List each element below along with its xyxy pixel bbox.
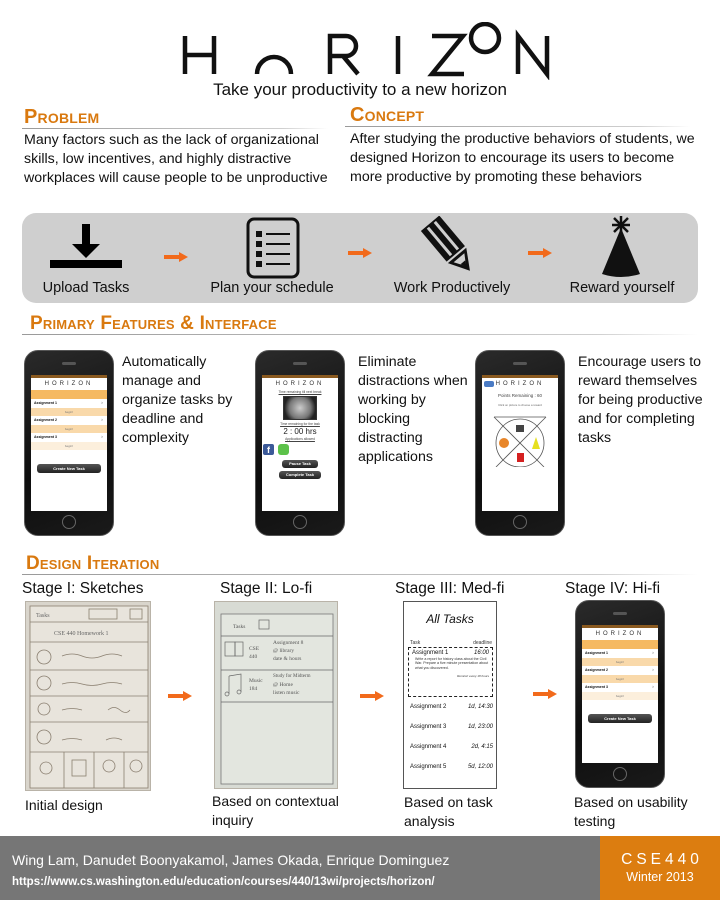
- home-button: [62, 515, 76, 529]
- concept-text: After studying the productive behaviors of students, we designed Horizon to encourage its users to become more productive by promoting these behaviors: [350, 131, 695, 185]
- arrow-right-icon: [164, 252, 188, 262]
- stage-1-caption: Initial design: [25, 797, 103, 813]
- feature-text-organize: Automatically manage and organize tasks by deadline and complexity: [122, 354, 233, 446]
- svg-text:Music: Music: [249, 678, 263, 684]
- timer-value: 2 : 00 hrs: [283, 427, 317, 436]
- stage-4-title: Stage IV: Hi-fi: [565, 580, 661, 597]
- lofi-image: [214, 601, 338, 789]
- phone-hifi: [575, 600, 665, 788]
- pause-task-button[interactable]: Pause Task: [282, 460, 318, 468]
- design-heading: Design Iteration: [26, 553, 160, 574]
- features-rule: [22, 334, 698, 335]
- problem-rule: [22, 128, 328, 129]
- messages-icon[interactable]: [278, 444, 289, 455]
- svg-text:Tasks: Tasks: [36, 613, 50, 619]
- task-row[interactable]: Assignment 4 2d, 4:15: [410, 744, 493, 750]
- task-row[interactable]: Assignment 3 >: [31, 433, 107, 442]
- task-row[interactable]: Assignment 1 >: [582, 649, 658, 658]
- points-remaining: Points Remaining : 60: [497, 393, 543, 398]
- concept-heading: Concept: [350, 104, 425, 126]
- complete-task-button[interactable]: Complete Task: [279, 471, 321, 479]
- tagline: Take your productivity to a new horizon: [213, 80, 507, 99]
- project-url[interactable]: https://www.cs.washington.edu/education/courses/440/13wi/projects/horizon/: [12, 876, 435, 888]
- svg-text:CSE 440 Homework 1: CSE 440 Homework 1: [54, 631, 109, 637]
- design-rule: [22, 574, 698, 575]
- task-row[interactable]: Assignment 5 5d, 12:00: [410, 764, 493, 770]
- expanded-task[interactable]: Assignment 1 16:00 Write a report for history class about the Civil War. Prepare a five minute presentation about what you discovered. Remind: every 18 hours: [408, 647, 493, 697]
- course-term: Winter 2013: [626, 870, 694, 884]
- stage-2-title: Stage II: Lo-fi: [220, 580, 313, 597]
- svg-text:date & hours: date & hours: [273, 656, 302, 662]
- svg-text:184: 184: [249, 686, 258, 692]
- step-work-productively: Work Productively: [393, 280, 511, 296]
- phone-screen: HORIZON Assignment 1 > begin! Assignment 2 > begin! Assignment 3 > begin! Create New Task: [582, 625, 658, 763]
- facebook-icon[interactable]: f: [263, 444, 274, 455]
- pencil-icon: [418, 216, 482, 278]
- arrow-right-icon: [533, 689, 557, 699]
- concept-rule: [345, 126, 690, 127]
- phone-rewards: [475, 350, 565, 536]
- stage-2-caption: Based on contextual inquiry: [212, 793, 339, 828]
- task-row[interactable]: Assignment 3 1d, 23:00: [410, 724, 493, 730]
- feature-text-rewards: Encourage users to reward themselves for being productive and for completing tasks: [578, 354, 703, 446]
- reward-wheel[interactable]: [492, 413, 548, 467]
- task-row[interactable]: Assignment 2 >: [31, 416, 107, 425]
- medfi-mockup: All Tasks Task deadline Assignment 1 16:00 Write a report for history class about the Civil War. Prepare a five minute presentation about what you discovered. Remind: every 18 hours Assignment 2 1d, 14:30 Assignment 3 1d, 23:00 Assignment 4 2d, 4:15 Assignment 5 5d, 12:00: [403, 601, 497, 789]
- step-plan-schedule: Plan your schedule: [210, 280, 334, 296]
- arrow-right-icon: [360, 691, 384, 701]
- authors: Wing Lam, Danudet Boonyakamol, James Okada, Enrique Dominguez: [12, 852, 450, 868]
- horizon-logo: [180, 22, 555, 80]
- sketch-image: [25, 601, 151, 791]
- phone-focus-timer: [255, 350, 345, 536]
- svg-text:@ library: @ library: [273, 648, 295, 654]
- create-task-button[interactable]: Create New Task: [37, 464, 101, 473]
- clock-icon: [283, 396, 317, 420]
- phone-screen: HORIZON Assignment 1 > begin! Assignment 2 > begin! Assignment 3 > begin! Create New Task: [31, 375, 107, 511]
- phone-task-list: [24, 350, 114, 536]
- speaker: [62, 362, 76, 365]
- back-button[interactable]: [484, 381, 494, 387]
- svg-text:Study for Midterm: Study for Midterm: [273, 674, 311, 679]
- paper-prototype: [215, 602, 339, 790]
- task-row[interactable]: Assignment 2 1d, 14:30: [410, 704, 493, 710]
- task-row[interactable]: Assignment 2 >: [582, 666, 658, 675]
- task-row[interactable]: Assignment 3 >: [582, 683, 658, 692]
- svg-text:Assignment 8: Assignment 8: [273, 640, 304, 646]
- svg-text:CSE: CSE: [249, 646, 260, 652]
- stage-3-caption: Based on task analysis: [404, 794, 493, 829]
- svg-text:@ Home: @ Home: [273, 682, 293, 688]
- app-title: HORIZON: [31, 378, 107, 390]
- paper-sketch: [26, 602, 152, 792]
- stage-1-title: Stage I: Sketches: [22, 580, 144, 597]
- svg-text:Tasks: Tasks: [233, 624, 246, 630]
- feature-text-distractions: Eliminate distractions when working by blocking distracting applications: [358, 354, 468, 465]
- phone-screen: HORIZON Points Remaining : 60 Click on picture to choose a reward: [482, 375, 558, 511]
- create-task-button[interactable]: Create New Task: [588, 714, 652, 723]
- svg-text:440: 440: [249, 654, 258, 660]
- svg-text:listen music: listen music: [273, 690, 300, 696]
- course-code: CSE440: [621, 851, 703, 868]
- problem-heading: Problem: [24, 106, 100, 128]
- arrow-right-icon: [168, 691, 192, 701]
- arrow-right-icon: [348, 248, 372, 258]
- arrow-right-icon: [528, 248, 552, 258]
- task-row[interactable]: Assignment 1 >: [31, 399, 107, 408]
- checklist-icon: [246, 217, 302, 279]
- phone-screen: HORIZON Time remaining till next break Time remaining for the task 2 : 00 hrs Applications allowed f Pause Task Complete Task: [262, 375, 338, 511]
- problem-text: Many factors such as the lack of organizational skills, low incentives, and highly distractive workplaces will cause people to be unproductive: [24, 132, 328, 186]
- course-badge: [600, 836, 720, 900]
- upload-icon: [50, 222, 124, 270]
- features-heading: Primary Features & Interface: [30, 313, 277, 334]
- stage-3-title: Stage III: Med-fi: [395, 580, 505, 597]
- medfi-heading: All Tasks: [426, 612, 474, 626]
- step-reward-yourself: Reward yourself: [569, 280, 675, 296]
- stage-4-caption: Based on usability testing: [574, 794, 688, 829]
- step-upload-tasks: Upload Tasks: [42, 280, 130, 296]
- party-hat-icon: [598, 214, 644, 280]
